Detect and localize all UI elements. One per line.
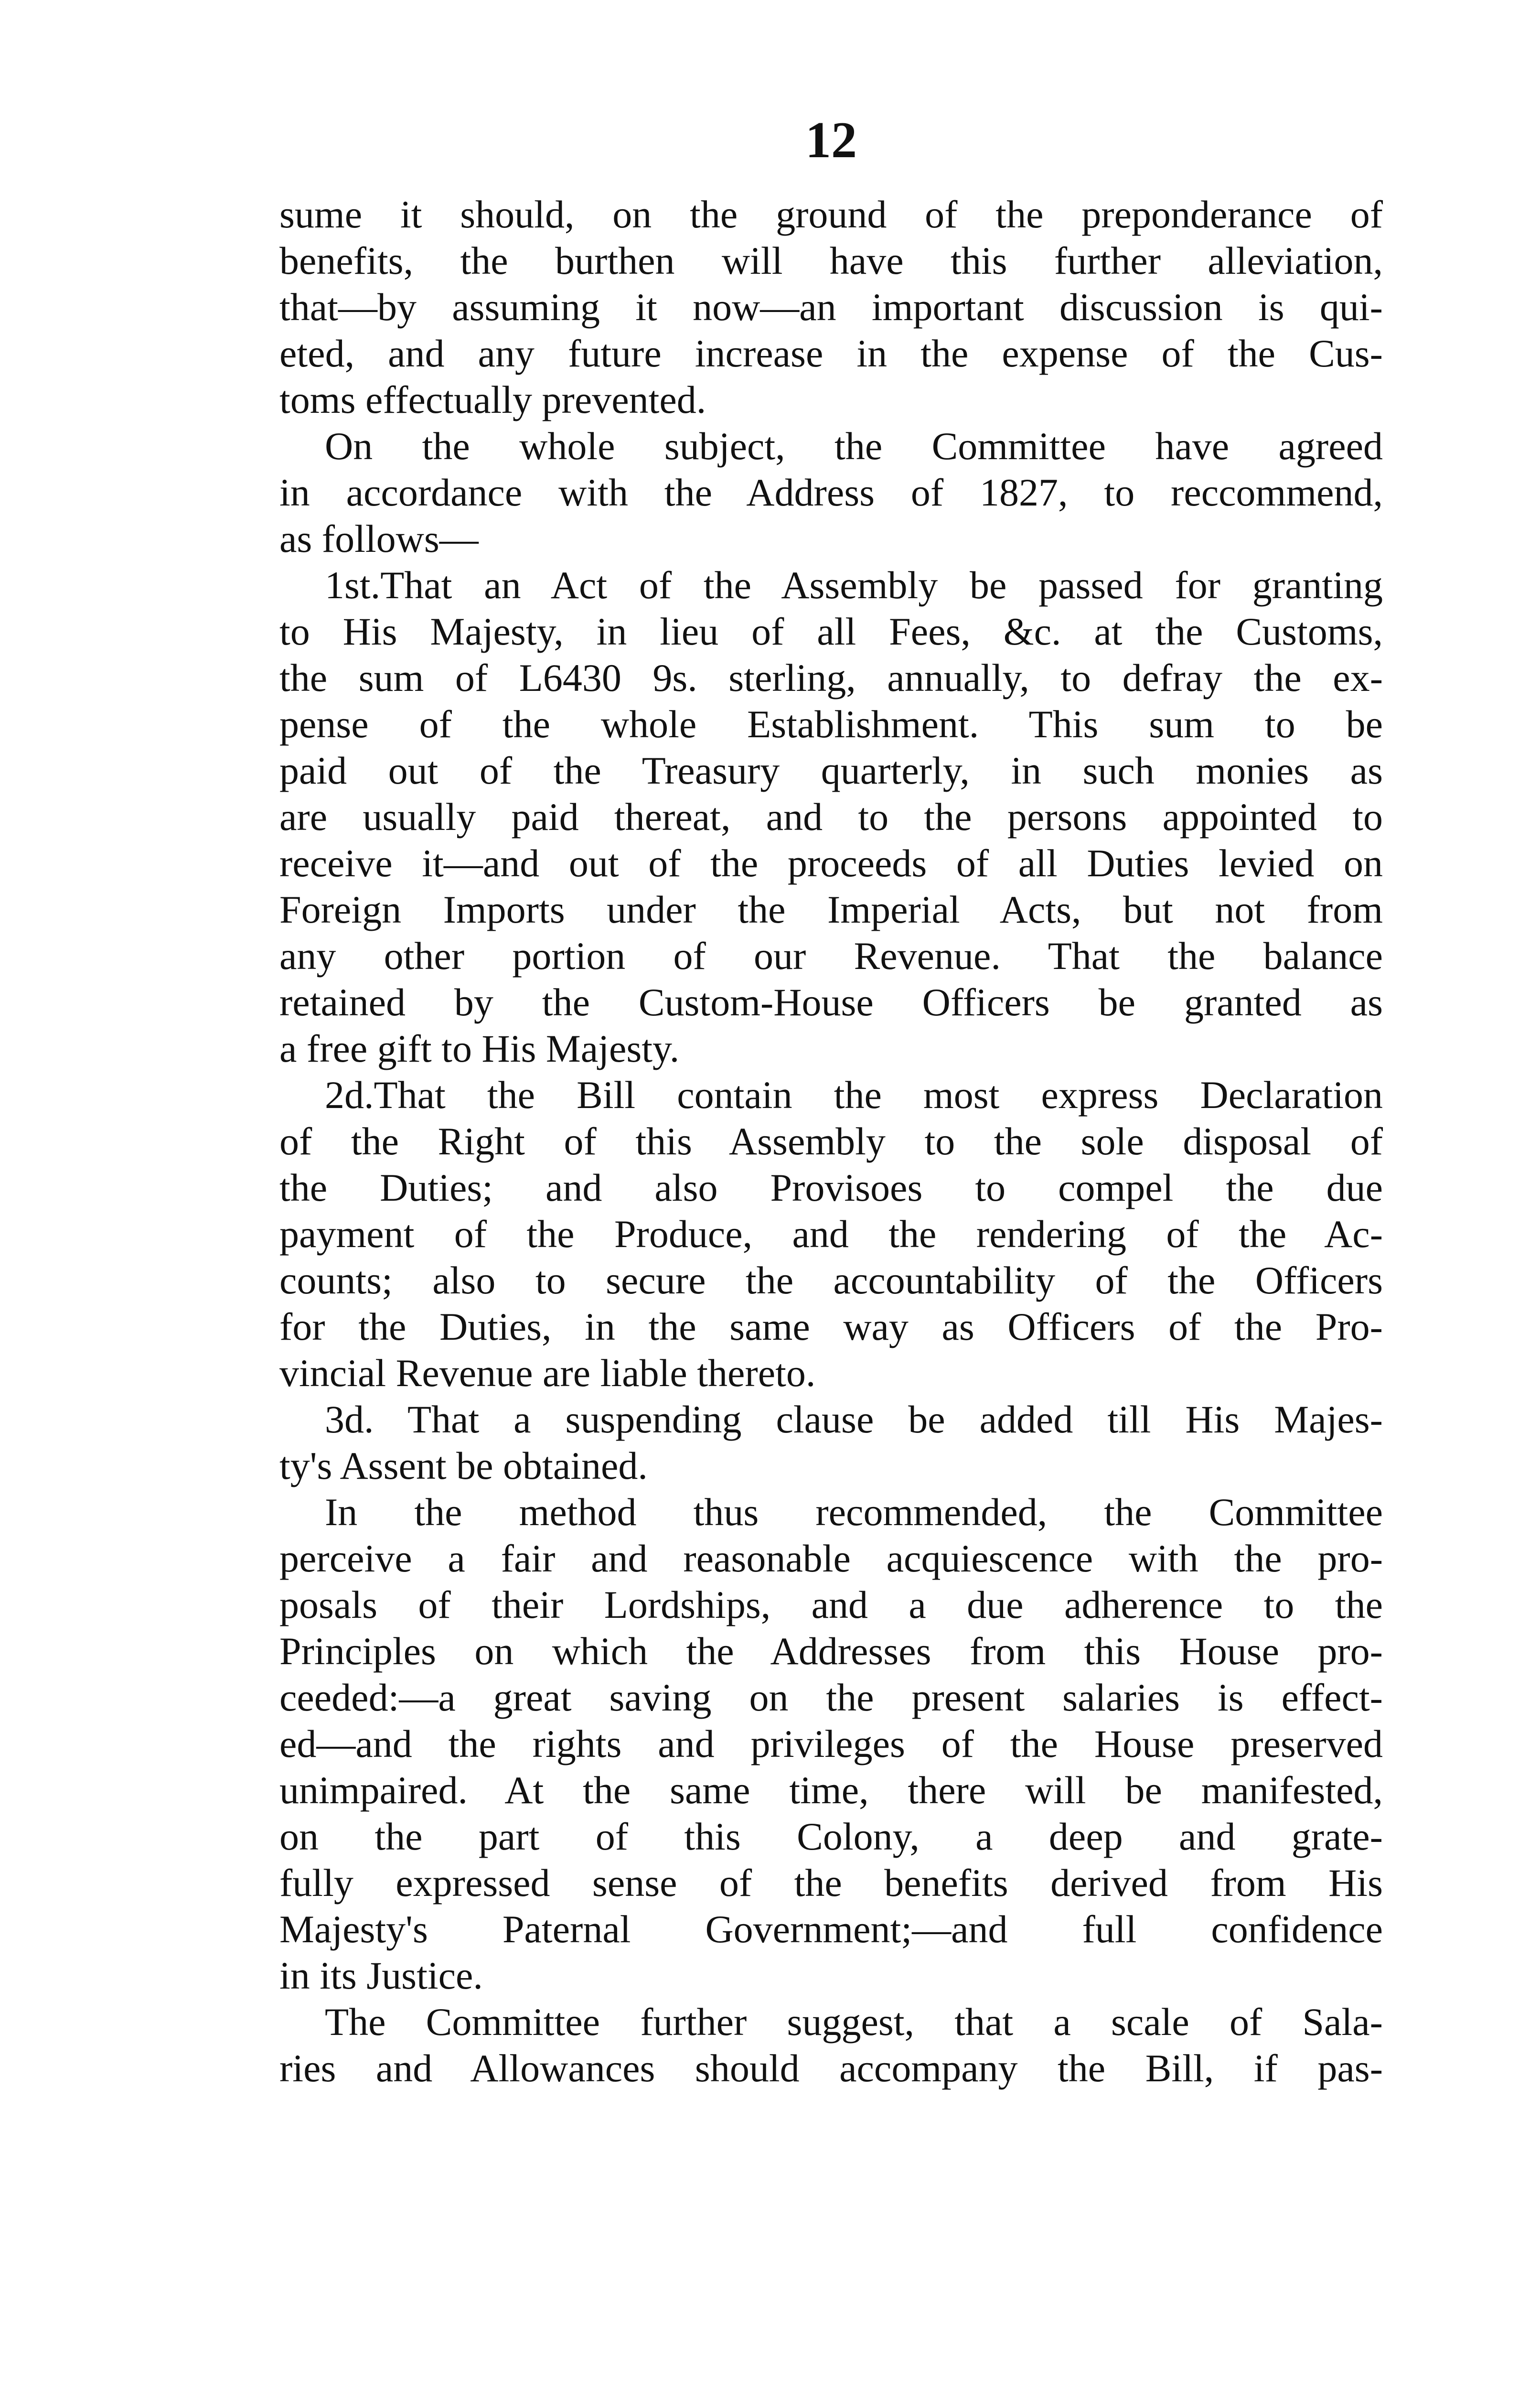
text-line: counts; also to secure the accountability of the Officers — [279, 1259, 1383, 1302]
page-number: 12 — [805, 112, 857, 169]
text-line: Foreign Imports under the Imperial Acts, but not from — [279, 888, 1383, 931]
text-line: ty's Assent be obtained. — [279, 1444, 648, 1487]
paragraph — [279, 423, 1383, 562]
text-line: The Committee further suggest, that a scale of Sala- — [325, 2000, 1383, 2044]
text-line: the sum of L6430 9s. sterling, annually, to defray the ex- — [279, 656, 1383, 699]
text-line: unimpaired. At the same time, there will be manifested, — [279, 1768, 1383, 1812]
paragraph — [279, 1489, 1383, 1999]
text-line: pense of the whole Establishment. This sum to be — [279, 702, 1383, 746]
text-line: that—by assuming it now—an important discussion is qui- — [279, 285, 1383, 329]
text-line: perceive a fair and reasonable acquiescence with the pro- — [279, 1537, 1383, 1580]
text-line: for the Duties, in the same way as Officers of the Pro- — [279, 1305, 1383, 1348]
text-line: ed—and the rights and privileges of the House preserved — [279, 1722, 1383, 1765]
text-line: Majesty's Paternal Government;—and full confidence — [279, 1907, 1383, 1951]
text-line: In the method thus recommended, the Committee — [325, 1490, 1383, 1534]
text-line: eted, and any future increase in the expense of the Cus- — [279, 332, 1383, 375]
paragraph — [279, 191, 1383, 423]
text-line: posals of their Lordships, and a due adherence to the — [279, 1583, 1383, 1626]
paragraph-item-third — [279, 1396, 1383, 1489]
paragraph — [279, 1999, 1383, 2091]
text-line: paid out of the Treasury quarterly, in such monies as — [279, 749, 1383, 792]
text-line: fully expressed sense of the benefits derived from His — [279, 1861, 1383, 1905]
text-line: Principles on which the Addresses from this House pro- — [279, 1629, 1383, 1673]
text-line: receive it—and out of the proceeds of all Duties levied on — [279, 841, 1383, 885]
text-line: to His Majesty, in lieu of all Fees, &c. at the Customs, — [279, 610, 1383, 653]
text-line: payment of the Produce, and the rendering of the Ac- — [279, 1212, 1383, 1256]
text-line: of the Right of this Assembly to the sole disposal of — [279, 1119, 1383, 1163]
paragraph-item-first — [279, 562, 1383, 1072]
text-line: on the part of this Colony, a deep and grate- — [279, 1815, 1383, 1858]
text-line: 2d.That the Bill contain the most express Declaration — [325, 1073, 1383, 1117]
text-line: ceeded:—a great saving on the present salaries is effect- — [279, 1676, 1383, 1719]
text-line: ries and Allowances should accompany the Bill, if pas- — [279, 2046, 1383, 2090]
text-line: On the whole subject, the Committee have agreed — [325, 424, 1383, 468]
body-text — [279, 191, 1383, 2091]
text-line: vincial Revenue are liable thereto. — [279, 1351, 816, 1395]
text-line: in accordance with the Address of 1827, to reccommend, — [279, 471, 1383, 514]
text-line: a free gift to His Majesty. — [279, 1027, 680, 1070]
text-line: as follows— — [279, 517, 479, 560]
text-line: benefits, the burthen will have this further alleviation, — [279, 239, 1383, 282]
text-line: 3d. That a suspending clause be added till His Majes- — [325, 1398, 1383, 1441]
text-line: in its Justice. — [279, 1954, 483, 1997]
text-line: retained by the Custom-House Officers be granted as — [279, 980, 1383, 1024]
text-line: sume it should, on the ground of the preponderance of — [279, 193, 1383, 236]
text-line: any other portion of our Revenue. That the balance — [279, 934, 1383, 978]
text-line: toms effectually prevented. — [279, 378, 706, 421]
text-line: the Duties; and also Provisoes to compel the due — [279, 1166, 1383, 1209]
paragraph-item-second — [279, 1072, 1383, 1396]
text-line: 1st.That an Act of the Assembly be passed for granting — [325, 563, 1383, 607]
text-line: are usually paid thereat, and to the persons appointed to — [279, 795, 1383, 839]
